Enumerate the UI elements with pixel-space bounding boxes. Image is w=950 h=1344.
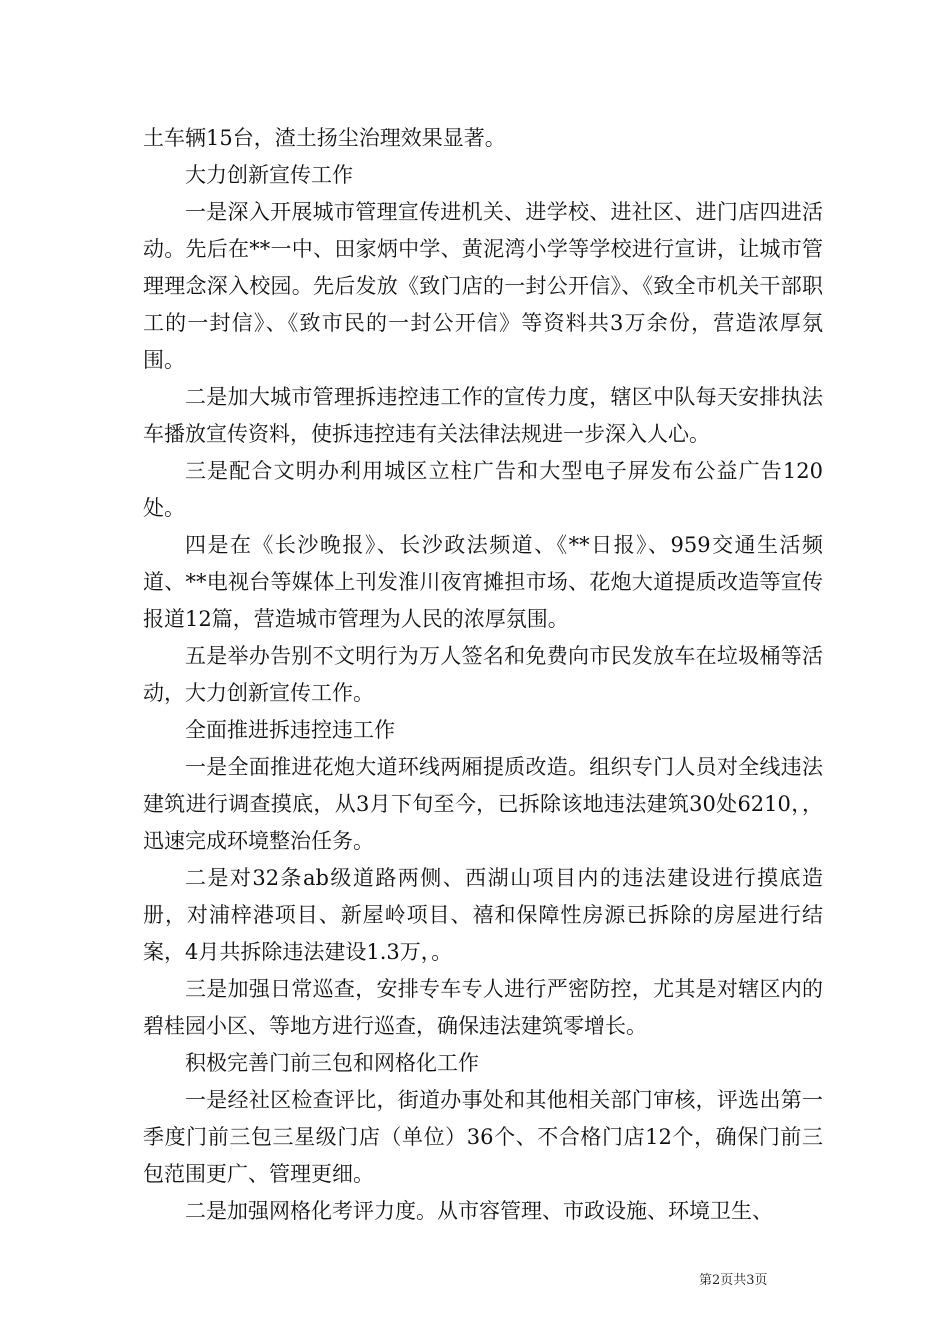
paragraph: 四是在《长沙晚报》、长沙政法频道、《**日报》、959交通生活频道、**电视台等媒体上刊发淮川夜宵摊担市场、花炮大道提质改造等宣传报道12篇，营造城市管理为人民的浓厚氛围。 — [143, 533, 823, 631]
paragraph: 二是对32条ab级道路两侧、西湖山项目内的违法建设进行摸底造册，对浦梓港项目、新屋岭项目、禧和保障性房源已拆除的房屋进行结案，4月共拆除违法建设1.3万，。 — [143, 866, 823, 964]
paragraph: 一是经社区检查评比，街道办事处和其他相关部门审核，评选出第一季度门前三包三星级门店（单位）36个、不合格门店12个，确保门前三包范围更广、管理更细。 — [143, 1088, 823, 1186]
section-heading: 大力创新宣传工作 — [185, 163, 353, 187]
paragraph: 三是配合文明办利用城区立柱广告和大型电子屏发布公益广告120处。 — [143, 459, 823, 520]
paragraph: 三是加强日常巡查，安排专车专人进行严密防控，尤其是对辖区内的碧桂园小区、等地方进行巡查，确保违法建筑零增长。 — [143, 977, 823, 1038]
page-number: 第2页共3页 — [699, 1273, 768, 1288]
paragraph: 五是举办告别不文明行为万人签名和免费向市民发放车在垃圾桶等活动，大力创新宣传工作。 — [143, 644, 823, 705]
section-heading: 积极完善门前三包和网格化工作 — [185, 1051, 479, 1075]
paragraph: 一是深入开展城市管理宣传进机关、进学校、进社区、进门店四进活动。先后在**一中、田家炳中学、黄泥湾小学等学校进行宣讲，让城市管理理念深入校园。先后发放《致门店的一封公开信》、《致全市机关干部职工的一封信》、《致市民的一封公开信》等资料共3万余份，营造浓厚氛围。 — [143, 200, 823, 372]
section-heading: 全面推进拆违控违工作 — [185, 718, 395, 742]
paragraph: 二是加大城市管理拆违控违工作的宣传力度，辖区中队每天安排执法车播放宣传资料，使拆违控违有关法律法规进一步深入人心。 — [143, 385, 823, 446]
paragraph: 土车辆15台，渣土扬尘治理效果显著。 — [143, 126, 506, 150]
paragraph: 一是全面推进花炮大道环线两厢提质改造。组织专门人员对全线违法建筑进行调查摸底，从3月下旬至今，已拆除该地违法建筑30处6210，，迅速完成环境整治任务。 — [143, 755, 823, 853]
paragraph: 二是加强网格化考评力度。从市容管理、市政设施、环境卫生、 — [185, 1199, 773, 1223]
document-body — [143, 120, 823, 1230]
